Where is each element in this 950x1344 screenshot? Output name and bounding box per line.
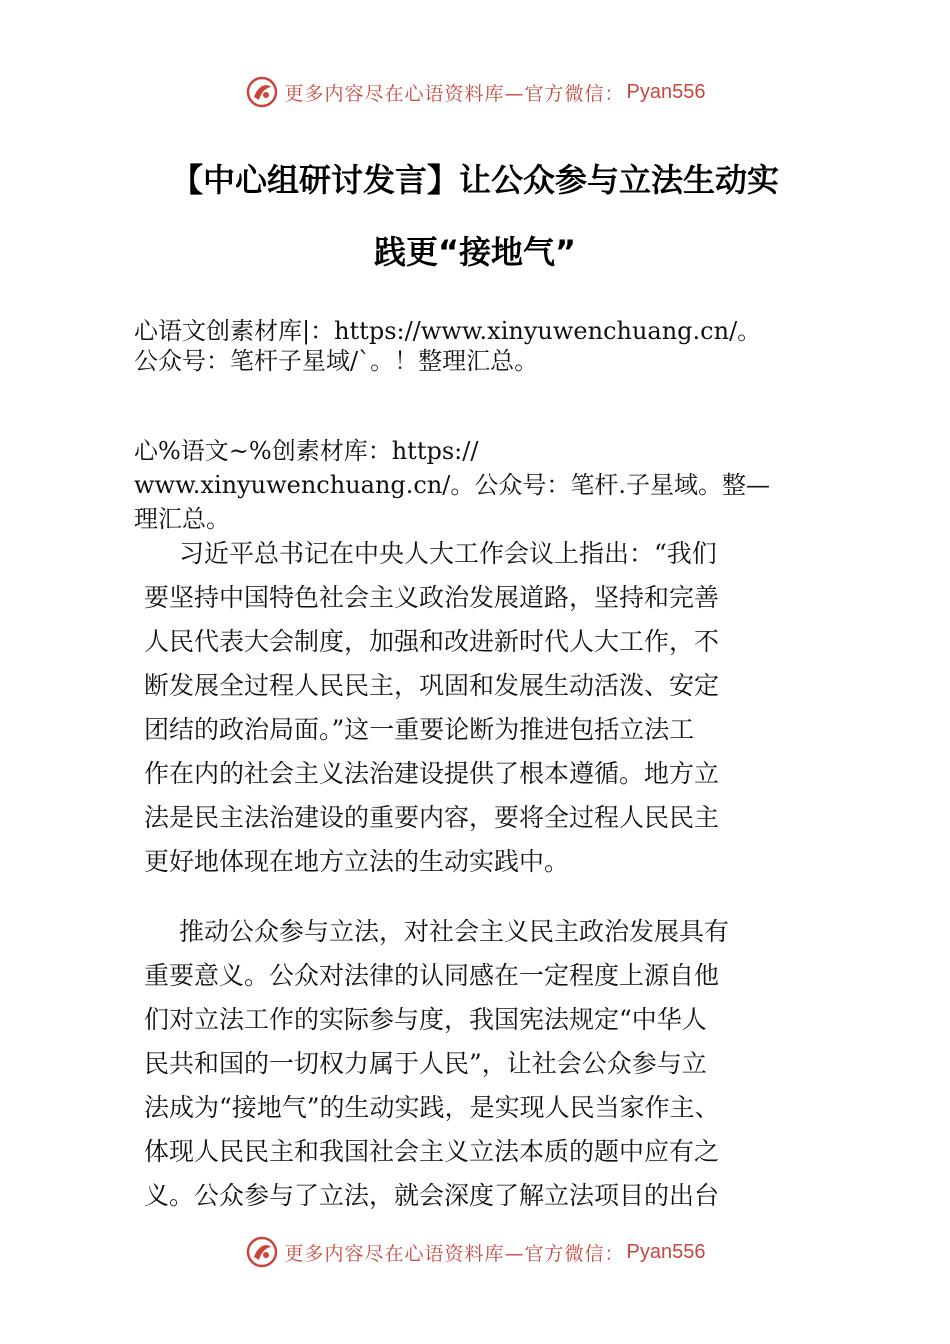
paragraph-line: 法成为“接地气”的生动实践，是实现人民当家作主、	[144, 1093, 720, 1122]
paragraph-line: 们对立法工作的实际参与度，我国宪法规定“中华人	[144, 1005, 707, 1034]
paragraph-line: 民共和国的一切权力属于人民”，让社会公众参与立	[144, 1049, 707, 1078]
paragraph-line: 要坚持中国特色社会主义政治发展道路，坚持和完善	[144, 583, 720, 612]
seal-logo-icon	[245, 1235, 279, 1269]
footer-banner	[0, 1232, 950, 1272]
paragraph-line: 体现人民民主和我国社会主义立法本质的题中应有之	[144, 1137, 720, 1166]
body-paragraph-1	[144, 532, 824, 884]
paragraph-line: 断发展全过程人民民主，巩固和发展生动活泼、安定	[144, 671, 720, 700]
source-line: 理汇总。	[134, 505, 230, 533]
paragraph-line: 法是民主法治建设的重要内容，要将全过程人民民主	[144, 803, 720, 832]
document-title-line-2: 践更“接地气”	[373, 233, 577, 271]
body-paragraph-2	[144, 910, 824, 1218]
document-title-line-1: 【中心组研讨发言】让公众参与立法生动实	[170, 161, 779, 199]
source-line: 心%语文~%创素材库：https://	[134, 437, 479, 465]
paragraph-line: 更好地体现在地方立法的生动实践中。	[144, 847, 570, 876]
banner-wechat-id: Pyan556	[626, 1240, 706, 1263]
paragraph-line: 人民代表大会制度，加强和改进新时代人大工作，不	[144, 627, 720, 656]
banner-wechat-id: Pyan556	[626, 80, 706, 103]
paragraph-line: 习近平总书记在中央人大工作会议上指出：“我们	[179, 539, 717, 568]
banner-text: 更多内容尽在心语资料库—官方微信：	[284, 1242, 625, 1265]
source-line: 心语文创素材库|：https://www.xinyuwenchuang.cn/。	[134, 317, 762, 345]
paragraph-line: 作在内的社会主义法治建设提供了根本遵循。地方立	[144, 759, 720, 788]
paragraph-line: 义。公众参与了立法，就会深度了解立法项目的出台	[144, 1181, 720, 1210]
banner-text: 更多内容尽在心语资料库—官方微信：	[284, 82, 625, 105]
seal-logo-icon	[245, 75, 279, 109]
paragraph-line: 推动公众参与立法，对社会主义民主政治发展具有	[179, 917, 730, 946]
source-line: www.xinyuwenchuang.cn/。公众号：笔杆.子星域。整—	[134, 471, 771, 499]
header-banner	[0, 72, 950, 112]
paragraph-line: 团结的政治局面。”这一重要论断为推进包括立法工	[144, 715, 695, 744]
paragraph-line: 重要意义。公众对法律的认同感在一定程度上源自他	[144, 961, 720, 990]
source-line: 公众号：笔杆子星域/`。！整理汇总。	[134, 347, 539, 375]
